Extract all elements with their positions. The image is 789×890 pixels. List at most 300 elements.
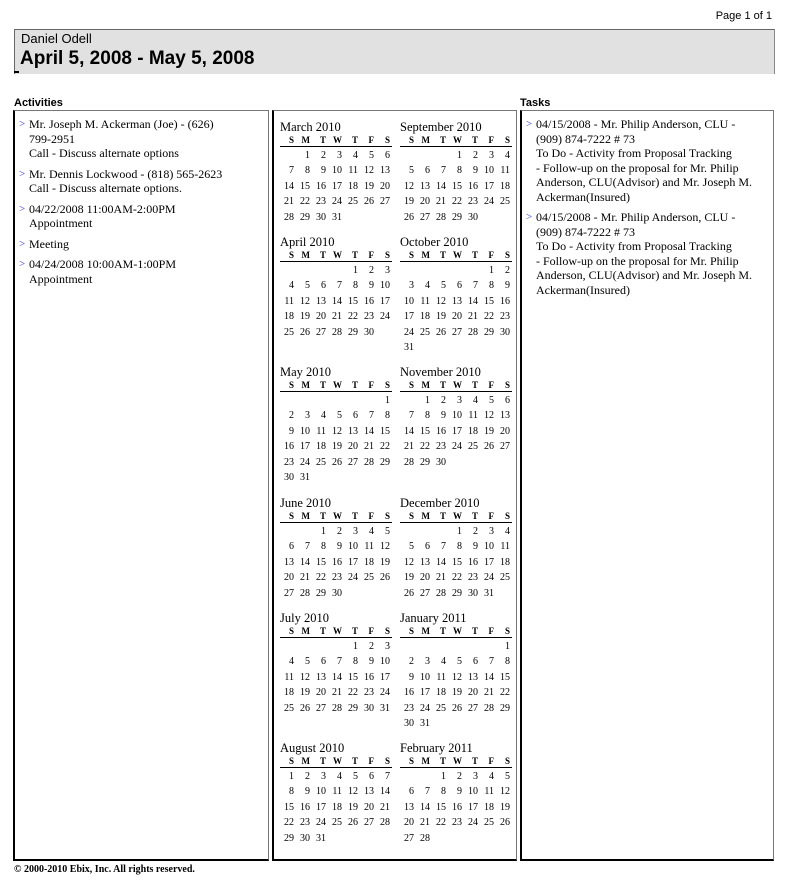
day-cell[interactable]: 19 — [484, 425, 494, 437]
day-cell[interactable]: 1 — [321, 526, 326, 537]
day-cell[interactable]: 22 — [300, 196, 310, 208]
day-cell[interactable]: 9 — [505, 280, 510, 292]
day-cell[interactable]: 30 — [364, 702, 374, 714]
day-cell[interactable]: 6 — [353, 410, 358, 422]
day-cell[interactable]: 31 — [316, 832, 326, 844]
day-cell[interactable]: 28 — [436, 587, 446, 599]
day-cell[interactable]: 9 — [289, 425, 294, 437]
day-cell[interactable]: 16 — [332, 556, 342, 568]
day-cell[interactable]: 24 — [468, 817, 478, 829]
activity-item[interactable] — [17, 117, 268, 161]
day-cell[interactable]: 24 — [484, 196, 494, 208]
day-cell[interactable]: 25 — [284, 326, 294, 338]
day-cell[interactable]: 22 — [484, 311, 494, 323]
day-cell[interactable]: 28 — [484, 702, 494, 714]
day-cell[interactable]: 28 — [436, 211, 446, 223]
day-cell[interactable]: 14 — [468, 295, 478, 307]
day-cell[interactable]: 5 — [353, 771, 358, 782]
day-cell[interactable]: 20 — [468, 687, 478, 699]
day-cell[interactable]: 25 — [316, 456, 326, 468]
day-cell[interactable]: 16 — [364, 295, 374, 307]
day-cell[interactable]: 5 — [441, 280, 446, 292]
day-cell[interactable]: 24 — [348, 572, 358, 584]
day-cell[interactable]: 15 — [500, 671, 510, 683]
day-cell[interactable]: 27 — [380, 196, 390, 208]
day-cell[interactable]: 28 — [380, 817, 390, 829]
day-cell[interactable]: 3 — [489, 526, 494, 537]
day-cell[interactable]: 18 — [420, 311, 430, 323]
day-cell[interactable]: 8 — [353, 280, 358, 292]
day-cell[interactable]: 1 — [353, 641, 358, 652]
day-cell[interactable]: 18 — [316, 441, 326, 453]
day-cell[interactable]: 14 — [436, 556, 446, 568]
day-cell[interactable]: 17 — [300, 441, 310, 453]
day-cell[interactable]: 1 — [489, 265, 494, 276]
day-cell[interactable]: 24 — [332, 196, 342, 208]
day-cell[interactable]: 14 — [404, 425, 414, 437]
day-cell[interactable]: 3 — [305, 410, 310, 422]
day-cell[interactable]: 25 — [500, 196, 510, 208]
day-cell[interactable]: 7 — [441, 541, 446, 553]
day-cell[interactable]: 2 — [505, 265, 510, 276]
day-cell[interactable]: 5 — [385, 526, 390, 537]
day-cell[interactable]: 26 — [484, 441, 494, 453]
day-cell[interactable]: 7 — [337, 280, 342, 292]
day-cell[interactable]: 17 — [380, 671, 390, 683]
day-cell[interactable]: 27 — [468, 702, 478, 714]
day-cell[interactable]: 2 — [289, 410, 294, 422]
day-cell[interactable]: 24 — [380, 687, 390, 699]
day-cell[interactable]: 3 — [385, 641, 390, 652]
day-cell[interactable]: 12 — [348, 786, 358, 798]
day-cell[interactable]: 23 — [468, 196, 478, 208]
day-cell[interactable]: 21 — [404, 441, 414, 453]
day-cell[interactable]: 9 — [441, 410, 446, 422]
day-cell[interactable]: 19 — [300, 687, 310, 699]
day-cell[interactable]: 4 — [505, 526, 510, 537]
day-cell[interactable]: 6 — [473, 656, 478, 668]
day-cell[interactable]: 28 — [364, 456, 374, 468]
day-cell[interactable]: 11 — [500, 541, 510, 553]
day-cell[interactable]: 13 — [316, 295, 326, 307]
day-cell[interactable]: 23 — [436, 441, 446, 453]
day-cell[interactable]: 20 — [316, 311, 326, 323]
day-cell[interactable]: 11 — [436, 671, 446, 683]
day-cell[interactable]: 2 — [441, 395, 446, 406]
day-cell[interactable]: 13 — [420, 180, 430, 192]
day-cell[interactable]: 31 — [484, 587, 494, 599]
day-cell[interactable]: 23 — [452, 817, 462, 829]
day-cell[interactable]: 7 — [369, 410, 374, 422]
day-cell[interactable]: 4 — [289, 280, 294, 292]
day-cell[interactable]: 9 — [473, 541, 478, 553]
day-cell[interactable]: 28 — [332, 702, 342, 714]
day-cell[interactable]: 16 — [404, 687, 414, 699]
day-cell[interactable]: 3 — [457, 395, 462, 406]
day-cell[interactable]: 12 — [404, 180, 414, 192]
day-cell[interactable]: 14 — [332, 671, 342, 683]
day-cell[interactable]: 23 — [364, 687, 374, 699]
day-cell[interactable]: 20 — [380, 180, 390, 192]
day-cell[interactable]: 5 — [409, 541, 414, 553]
day-cell[interactable]: 3 — [321, 771, 326, 782]
day-cell[interactable]: 1 — [441, 771, 446, 782]
day-cell[interactable]: 27 — [316, 326, 326, 338]
day-cell[interactable]: 10 — [404, 295, 414, 307]
day-cell[interactable]: 10 — [316, 786, 326, 798]
day-cell[interactable]: 9 — [305, 786, 310, 798]
day-cell[interactable]: 20 — [348, 441, 358, 453]
day-cell[interactable]: 22 — [284, 817, 294, 829]
day-cell[interactable]: 18 — [364, 556, 374, 568]
day-cell[interactable]: 2 — [369, 265, 374, 276]
day-cell[interactable]: 20 — [500, 425, 510, 437]
day-cell[interactable]: 27 — [452, 326, 462, 338]
day-cell[interactable]: 16 — [300, 801, 310, 813]
day-cell[interactable]: 20 — [420, 196, 430, 208]
day-cell[interactable]: 31 — [300, 471, 310, 483]
day-cell[interactable]: 10 — [332, 165, 342, 177]
day-cell[interactable]: 12 — [380, 541, 390, 553]
day-cell[interactable]: 18 — [500, 180, 510, 192]
day-cell[interactable]: 25 — [348, 196, 358, 208]
day-cell[interactable]: 21 — [300, 572, 310, 584]
day-cell[interactable]: 6 — [409, 786, 414, 798]
day-cell[interactable]: 24 — [380, 311, 390, 323]
day-cell[interactable]: 24 — [404, 326, 414, 338]
day-cell[interactable]: 26 — [404, 587, 414, 599]
day-cell[interactable]: 4 — [337, 771, 342, 782]
day-cell[interactable]: 7 — [409, 410, 414, 422]
day-cell[interactable]: 16 — [316, 180, 326, 192]
day-cell[interactable]: 2 — [457, 771, 462, 782]
day-cell[interactable]: 6 — [321, 656, 326, 668]
day-cell[interactable]: 8 — [289, 786, 294, 798]
day-cell[interactable]: 4 — [473, 395, 478, 406]
day-cell[interactable]: 25 — [284, 702, 294, 714]
day-cell[interactable]: 13 — [420, 556, 430, 568]
day-cell[interactable]: 24 — [420, 702, 430, 714]
day-cell[interactable]: 11 — [284, 295, 294, 307]
day-cell[interactable]: 27 — [316, 702, 326, 714]
day-cell[interactable]: 10 — [420, 671, 430, 683]
day-cell[interactable]: 9 — [457, 786, 462, 798]
day-cell[interactable]: 16 — [500, 295, 510, 307]
activity-item[interactable] — [17, 257, 268, 286]
day-cell[interactable]: 26 — [452, 702, 462, 714]
day-cell[interactable]: 17 — [332, 180, 342, 192]
day-cell[interactable]: 11 — [484, 786, 494, 798]
day-cell[interactable]: 23 — [364, 311, 374, 323]
day-cell[interactable]: 22 — [380, 441, 390, 453]
day-cell[interactable]: 20 — [420, 572, 430, 584]
day-cell[interactable]: 22 — [452, 572, 462, 584]
day-cell[interactable]: 23 — [300, 817, 310, 829]
day-cell[interactable]: 6 — [385, 150, 390, 161]
day-cell[interactable]: 17 — [468, 801, 478, 813]
day-cell[interactable]: 29 — [284, 832, 294, 844]
day-cell[interactable]: 10 — [468, 786, 478, 798]
day-cell[interactable]: 30 — [404, 717, 414, 729]
day-cell[interactable]: 11 — [500, 165, 510, 177]
day-cell[interactable]: 26 — [332, 456, 342, 468]
day-cell[interactable]: 6 — [457, 280, 462, 292]
day-cell[interactable]: 29 — [300, 211, 310, 223]
day-cell[interactable]: 1 — [353, 265, 358, 276]
day-cell[interactable]: 17 — [380, 295, 390, 307]
day-cell[interactable]: 16 — [468, 180, 478, 192]
day-cell[interactable]: 17 — [420, 687, 430, 699]
day-cell[interactable]: 3 — [425, 656, 430, 668]
day-cell[interactable]: 10 — [452, 410, 462, 422]
day-cell[interactable]: 9 — [321, 165, 326, 177]
day-cell[interactable]: 3 — [409, 280, 414, 292]
day-cell[interactable]: 19 — [380, 556, 390, 568]
day-cell[interactable]: 30 — [500, 326, 510, 338]
day-cell[interactable]: 8 — [489, 280, 494, 292]
day-cell[interactable]: 27 — [284, 587, 294, 599]
day-cell[interactable]: 13 — [284, 556, 294, 568]
day-cell[interactable]: 2 — [473, 526, 478, 537]
day-cell[interactable]: 18 — [500, 556, 510, 568]
day-cell[interactable]: 15 — [316, 556, 326, 568]
day-cell[interactable]: 27 — [348, 456, 358, 468]
day-cell[interactable]: 25 — [500, 572, 510, 584]
day-cell[interactable]: 24 — [300, 456, 310, 468]
day-cell[interactable]: 18 — [468, 425, 478, 437]
day-cell[interactable]: 12 — [452, 671, 462, 683]
day-cell[interactable]: 28 — [284, 211, 294, 223]
day-cell[interactable]: 17 — [348, 556, 358, 568]
day-cell[interactable]: 22 — [316, 572, 326, 584]
day-cell[interactable]: 3 — [337, 150, 342, 161]
day-cell[interactable]: 19 — [364, 180, 374, 192]
day-cell[interactable]: 6 — [321, 280, 326, 292]
day-cell[interactable]: 5 — [505, 771, 510, 782]
day-cell[interactable]: 12 — [332, 425, 342, 437]
day-cell[interactable]: 8 — [353, 656, 358, 668]
day-cell[interactable]: 1 — [505, 641, 510, 652]
day-cell[interactable]: 20 — [364, 801, 374, 813]
day-cell[interactable]: 8 — [425, 410, 430, 422]
day-cell[interactable]: 30 — [300, 832, 310, 844]
day-cell[interactable]: 29 — [348, 326, 358, 338]
day-cell[interactable]: 23 — [404, 702, 414, 714]
day-cell[interactable]: 5 — [409, 165, 414, 177]
day-cell[interactable]: 15 — [348, 295, 358, 307]
day-cell[interactable]: 2 — [321, 150, 326, 161]
day-cell[interactable]: 12 — [484, 410, 494, 422]
day-cell[interactable]: 3 — [473, 771, 478, 782]
day-cell[interactable]: 22 — [420, 441, 430, 453]
day-cell[interactable]: 26 — [348, 817, 358, 829]
day-cell[interactable]: 2 — [337, 526, 342, 537]
day-cell[interactable]: 29 — [452, 587, 462, 599]
day-cell[interactable]: 7 — [289, 165, 294, 177]
day-cell[interactable]: 21 — [420, 817, 430, 829]
day-cell[interactable]: 1 — [457, 526, 462, 537]
day-cell[interactable]: 29 — [316, 587, 326, 599]
day-cell[interactable]: 6 — [425, 541, 430, 553]
day-cell[interactable]: 13 — [500, 410, 510, 422]
day-cell[interactable]: 29 — [420, 456, 430, 468]
day-cell[interactable]: 3 — [353, 526, 358, 537]
activity-item[interactable] — [17, 167, 268, 196]
day-cell[interactable]: 23 — [316, 196, 326, 208]
day-cell[interactable]: 18 — [484, 801, 494, 813]
day-cell[interactable]: 12 — [364, 165, 374, 177]
day-cell[interactable]: 14 — [484, 671, 494, 683]
day-cell[interactable]: 31 — [420, 717, 430, 729]
day-cell[interactable]: 11 — [468, 410, 478, 422]
day-cell[interactable]: 16 — [364, 671, 374, 683]
day-cell[interactable]: 29 — [484, 326, 494, 338]
day-cell[interactable]: 30 — [436, 456, 446, 468]
day-cell[interactable]: 8 — [457, 541, 462, 553]
day-cell[interactable]: 16 — [468, 556, 478, 568]
day-cell[interactable]: 14 — [364, 425, 374, 437]
day-cell[interactable]: 22 — [436, 817, 446, 829]
day-cell[interactable]: 1 — [289, 771, 294, 782]
day-cell[interactable]: 15 — [284, 801, 294, 813]
day-cell[interactable]: 25 — [484, 817, 494, 829]
day-cell[interactable]: 12 — [436, 295, 446, 307]
day-cell[interactable]: 24 — [452, 441, 462, 453]
day-cell[interactable]: 11 — [348, 165, 358, 177]
day-cell[interactable]: 5 — [305, 656, 310, 668]
day-cell[interactable]: 28 — [332, 326, 342, 338]
day-cell[interactable]: 16 — [452, 801, 462, 813]
day-cell[interactable]: 10 — [380, 656, 390, 668]
day-cell[interactable]: 20 — [404, 817, 414, 829]
day-cell[interactable]: 24 — [316, 817, 326, 829]
day-cell[interactable]: 18 — [284, 687, 294, 699]
day-cell[interactable]: 19 — [436, 311, 446, 323]
day-cell[interactable]: 7 — [337, 656, 342, 668]
day-cell[interactable]: 14 — [284, 180, 294, 192]
day-cell[interactable]: 6 — [289, 541, 294, 553]
day-cell[interactable]: 21 — [436, 572, 446, 584]
day-cell[interactable]: 11 — [364, 541, 374, 553]
day-cell[interactable]: 14 — [420, 801, 430, 813]
day-cell[interactable]: 23 — [500, 311, 510, 323]
day-cell[interactable]: 18 — [332, 801, 342, 813]
day-cell[interactable]: 30 — [316, 211, 326, 223]
day-cell[interactable]: 10 — [348, 541, 358, 553]
day-cell[interactable]: 5 — [457, 656, 462, 668]
day-cell[interactable]: 4 — [321, 410, 326, 422]
day-cell[interactable]: 19 — [404, 196, 414, 208]
day-cell[interactable]: 7 — [385, 771, 390, 782]
day-cell[interactable]: 26 — [300, 326, 310, 338]
day-cell[interactable]: 12 — [500, 786, 510, 798]
day-cell[interactable]: 4 — [489, 771, 494, 782]
day-cell[interactable]: 15 — [452, 556, 462, 568]
day-cell[interactable]: 22 — [452, 196, 462, 208]
day-cell[interactable]: 13 — [404, 801, 414, 813]
day-cell[interactable]: 11 — [332, 786, 342, 798]
day-cell[interactable]: 4 — [289, 656, 294, 668]
day-cell[interactable]: 30 — [364, 326, 374, 338]
day-cell[interactable]: 21 — [332, 311, 342, 323]
day-cell[interactable]: 13 — [452, 295, 462, 307]
day-cell[interactable]: 14 — [380, 786, 390, 798]
day-cell[interactable]: 29 — [348, 702, 358, 714]
day-cell[interactable]: 26 — [380, 572, 390, 584]
day-cell[interactable]: 18 — [436, 687, 446, 699]
day-cell[interactable]: 7 — [489, 656, 494, 668]
day-cell[interactable]: 13 — [364, 786, 374, 798]
day-cell[interactable]: 8 — [457, 165, 462, 177]
day-cell[interactable]: 24 — [484, 572, 494, 584]
day-cell[interactable]: 21 — [436, 196, 446, 208]
day-cell[interactable]: 26 — [404, 211, 414, 223]
day-cell[interactable]: 30 — [284, 471, 294, 483]
day-cell[interactable]: 23 — [332, 572, 342, 584]
day-cell[interactable]: 19 — [332, 441, 342, 453]
day-cell[interactable]: 14 — [300, 556, 310, 568]
day-cell[interactable]: 10 — [484, 165, 494, 177]
day-cell[interactable]: 30 — [468, 211, 478, 223]
day-cell[interactable]: 5 — [337, 410, 342, 422]
task-item[interactable] — [524, 210, 773, 297]
day-cell[interactable]: 15 — [300, 180, 310, 192]
day-cell[interactable]: 5 — [369, 150, 374, 161]
day-cell[interactable]: 16 — [284, 441, 294, 453]
task-item[interactable] — [524, 117, 773, 204]
day-cell[interactable]: 25 — [420, 326, 430, 338]
day-cell[interactable]: 13 — [316, 671, 326, 683]
day-cell[interactable]: 14 — [436, 180, 446, 192]
day-cell[interactable]: 4 — [425, 280, 430, 292]
day-cell[interactable]: 6 — [505, 395, 510, 406]
day-cell[interactable]: 19 — [404, 572, 414, 584]
day-cell[interactable]: 10 — [380, 280, 390, 292]
day-cell[interactable]: 6 — [369, 771, 374, 782]
day-cell[interactable]: 10 — [300, 425, 310, 437]
day-cell[interactable]: 2 — [305, 771, 310, 782]
day-cell[interactable]: 19 — [452, 687, 462, 699]
day-cell[interactable]: 17 — [484, 180, 494, 192]
day-cell[interactable]: 25 — [332, 817, 342, 829]
day-cell[interactable]: 2 — [473, 150, 478, 161]
day-cell[interactable]: 21 — [284, 196, 294, 208]
day-cell[interactable]: 25 — [468, 441, 478, 453]
day-cell[interactable]: 8 — [441, 786, 446, 798]
day-cell[interactable]: 31 — [380, 702, 390, 714]
day-cell[interactable]: 21 — [468, 311, 478, 323]
day-cell[interactable]: 7 — [441, 165, 446, 177]
day-cell[interactable]: 1 — [425, 395, 430, 406]
day-cell[interactable]: 13 — [468, 671, 478, 683]
day-cell[interactable]: 12 — [404, 556, 414, 568]
day-cell[interactable]: 8 — [385, 410, 390, 422]
day-cell[interactable]: 5 — [489, 395, 494, 406]
day-cell[interactable]: 28 — [404, 456, 414, 468]
day-cell[interactable]: 8 — [321, 541, 326, 553]
day-cell[interactable]: 26 — [364, 196, 374, 208]
day-cell[interactable]: 23 — [468, 572, 478, 584]
day-cell[interactable]: 14 — [332, 295, 342, 307]
day-cell[interactable]: 9 — [409, 671, 414, 683]
day-cell[interactable]: 30 — [332, 587, 342, 599]
day-cell[interactable]: 15 — [420, 425, 430, 437]
day-cell[interactable]: 29 — [380, 456, 390, 468]
day-cell[interactable]: 9 — [337, 541, 342, 553]
day-cell[interactable]: 17 — [452, 425, 462, 437]
day-cell[interactable]: 19 — [500, 801, 510, 813]
day-cell[interactable]: 31 — [332, 211, 342, 223]
